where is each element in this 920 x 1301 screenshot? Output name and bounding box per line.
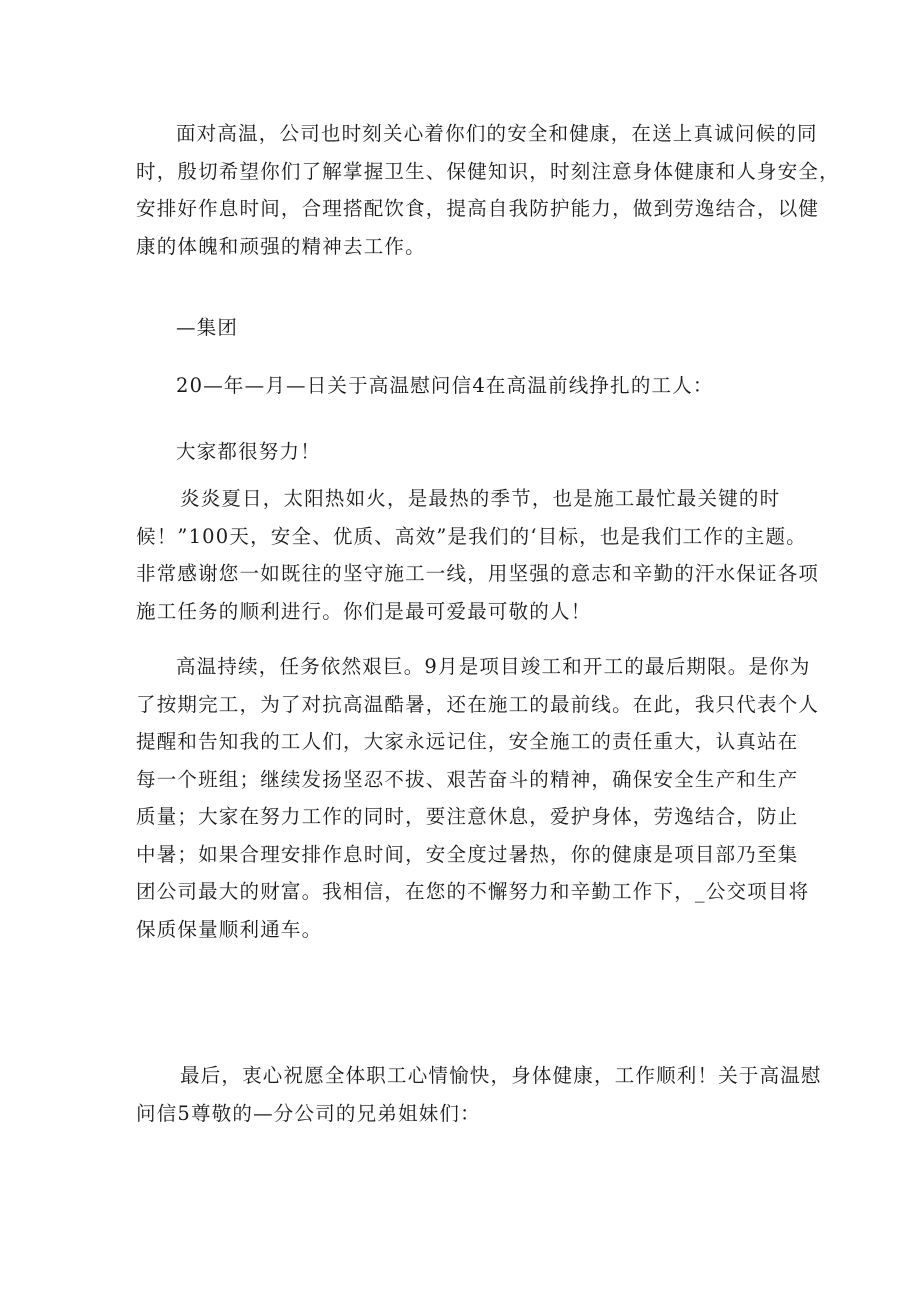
paragraph-safety-health — [136, 115, 840, 265]
text-line: 时，殷切希望你们了解掌握卫生、保健知识，时刻注意身体健康和人身安全， — [136, 159, 840, 183]
text-line: 中暑；如果合理安排作息时间，安全度过暑热，你的健康是项目部乃至集 — [136, 842, 799, 866]
paragraph-closing-wishes — [136, 1057, 822, 1132]
text-line: 质量；大家在努力工作的同时，要注意休息，爱护身体，劳逸结合，防止 — [136, 805, 799, 828]
text-line: 提醒和告知我的工人们，大家永远记住，安全施工的责任重大，认真站在 — [136, 730, 799, 753]
greeting — [136, 433, 796, 471]
text-line: 面对高温，公司也时刻关心着你们的安全和健康，在送上真诚问候的同 — [176, 122, 818, 145]
text-line: 安排好作息时间，合理搭配饮食，提高自我防护能力，做到劳逸结合，以健 — [136, 197, 820, 220]
text-line: 炎炎夏日，太阳热如火，是最热的季节，也是施工最忙最关键的时 — [180, 487, 781, 510]
text-line: 大家都很努力！ — [176, 440, 321, 463]
text-line: 最后，衷心祝愿全体职工心情愉快，身体健康，工作顺利！关于高温慰 — [180, 1064, 822, 1087]
text-line: 候！”100天，安全、优质、高效”是我们的‘目标，也是我们工作的主题。 — [136, 524, 807, 548]
letter-heading-date — [136, 367, 796, 405]
text-line: 康的体魄和顽强的精神去工作。 — [136, 234, 426, 258]
text-line: 保质保量顺利通车。 — [136, 917, 323, 941]
text-line: 每一个班组；继续发扬坚忍不拔、艰苦奋斗的精神，确保安全生产和生产 — [136, 767, 799, 791]
text-line: 问信5尊敬的—分公司的兄弟姐妹们： — [136, 1101, 481, 1125]
text-line: 高温持续，任务依然艰巨。9月是项目竣工和开工的最后期限。是你为 — [176, 655, 811, 678]
paragraph-summer-construction — [136, 480, 820, 630]
text-line: 20—年—月—日关于高温慰问信4在高温前线挣扎的工人： — [176, 374, 714, 397]
text-line: 非常感谢您一如既往的坚守施工一线，用坚强的意志和辛勤的汗水保证各项 — [136, 562, 820, 585]
text-line: 了按期完工，为了对抗高温酷暑，还在施工的最前线。在此，我只代表个人 — [136, 692, 820, 716]
text-line: 团公司最大的财富。我相信，在您的不懈努力和辛勤工作下，_公交项目将 — [136, 880, 810, 903]
signature-group — [136, 309, 796, 347]
paragraph-high-temperature-task — [136, 648, 820, 948]
text-line: 施工任务的顺利进行。你们是最可爱最可敬的人！ — [136, 599, 592, 623]
text-line: —集团 — [176, 316, 239, 339]
